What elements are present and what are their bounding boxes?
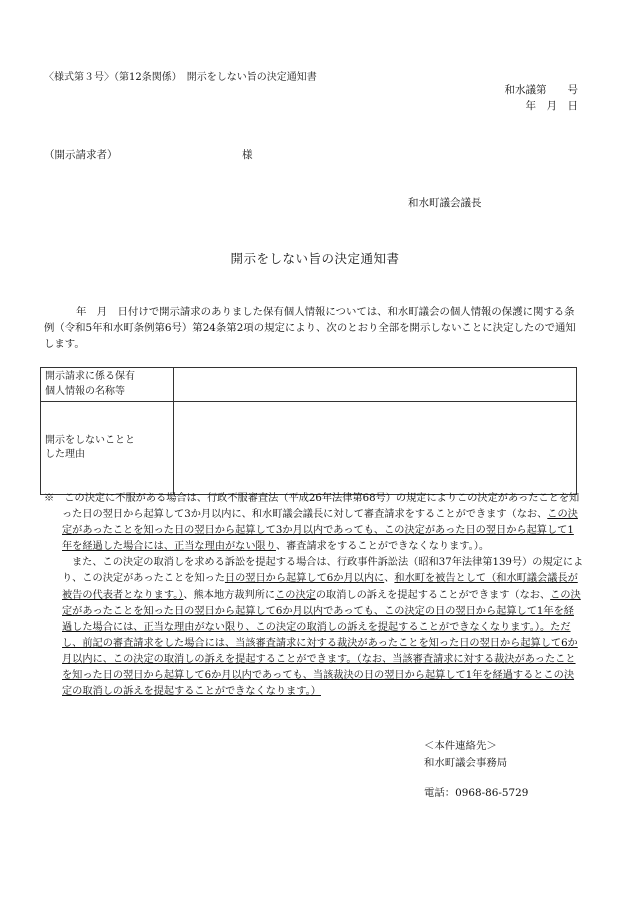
note-text: 、審査請求をすることができなくなります。）。 — [275, 541, 490, 553]
note-underlined-text: この決定があったことを知った日の翌日から起算して3か月以内であっても、この決定があった日の翌日から起算して1年を経過した場合には、正当な理由がない限り — [62, 509, 578, 553]
body-paragraph — [44, 304, 584, 352]
note-underlined-text: この決定 — [275, 589, 316, 601]
note-text: の取消しの訴えを提起することができます（なお、 — [315, 589, 551, 601]
table-row — [41, 368, 577, 402]
info-table — [40, 367, 577, 495]
contact-phone: 電話：0968-86-5729 — [424, 787, 529, 799]
note-text: 、 — [384, 573, 395, 585]
table-label-cell — [41, 402, 174, 495]
notes-section — [44, 491, 584, 700]
reason-label: 開示をしないことと — [45, 434, 135, 446]
note-underlined-text: 和水町を被告として（和水町議会議長が被告の代表者となります。） — [62, 573, 578, 601]
note-mark: ※ — [44, 493, 65, 504]
note-text: また、この決定の取消しを求める訴訟を提起する場合は、行政事件訴訟法（昭和37年法律第139号）の規定により、この決定があったことを知った — [62, 557, 584, 585]
personal-info-name-label-2: 個人情報の名称等 — [45, 385, 125, 397]
personal-info-name-label: 開示請求に係る保有 — [45, 371, 135, 382]
form-title: 〈様式第３号〉（第12条関係） 開示をしない旨の決定通知書 — [44, 72, 317, 83]
document-number: 和水議第 号 — [504, 84, 578, 96]
issuer-name: 和水町議会議長 — [408, 197, 482, 209]
requester-label: （開示請求者） — [44, 149, 118, 161]
body-text: 年 月 日付けで開示請求のありました保有個人情報については、和水町議会の個人情報の保護に関する条例（令和5年和水町条例第6号）第24条第2項の規定により、次のとおり全部を開示しないことに決定したので通知します。 — [44, 306, 576, 350]
document-title: 開示をしない旨の決定通知書 — [230, 251, 400, 266]
contact-header: ＜本件連絡先＞ — [424, 740, 497, 752]
contact-block — [424, 738, 528, 802]
note-lawsuit — [44, 555, 584, 700]
note-administrative-appeal — [44, 491, 584, 555]
document-date: 年 月 日 — [525, 100, 578, 112]
honorific: 様 — [242, 149, 253, 161]
reason-value — [174, 402, 577, 495]
note-text: この決定に不服がある場合は、行政不服審査法（平成26年法律第68号）の規定によりこの決定があったことを知った日の翌日から起算して3か月以内に、和水町議会議長に対して審査請求をすることができます（なお、 — [62, 493, 580, 521]
table-label-cell — [41, 368, 174, 402]
note-underlined-text: この決定があったことを知った日の翌日から起算して6か月以内であっても、この決定の日の翌日から起算して1年を経過した場合には、正当な理由がない限り、この決定の取消しの訴えを提起することができなくなります。）。ただし、前記の審査請求をした場合には、当該審査請求に対する裁決があったことを知った日の翌日から起算して6か月以内に、この決定の取消しの訴えを提起することができます。（なお、当該審査請求に対する裁決があったことを知った日の翌日から起算して6か月以内であっても、当該裁決の日の翌日から起算して1年を経過するとこの決定の取消しの訴えを提起することができなくなります。） — [62, 589, 581, 698]
contact-office: 和水町議会事務局 — [424, 757, 508, 769]
table-row — [41, 402, 577, 495]
note-text: 、熊本地方裁判所に — [183, 589, 276, 601]
reason-label-2: した理由 — [45, 449, 85, 460]
personal-info-name-value — [174, 368, 577, 402]
note-underlined-text: 日の翌日から起算して6か月以内に — [224, 573, 385, 585]
